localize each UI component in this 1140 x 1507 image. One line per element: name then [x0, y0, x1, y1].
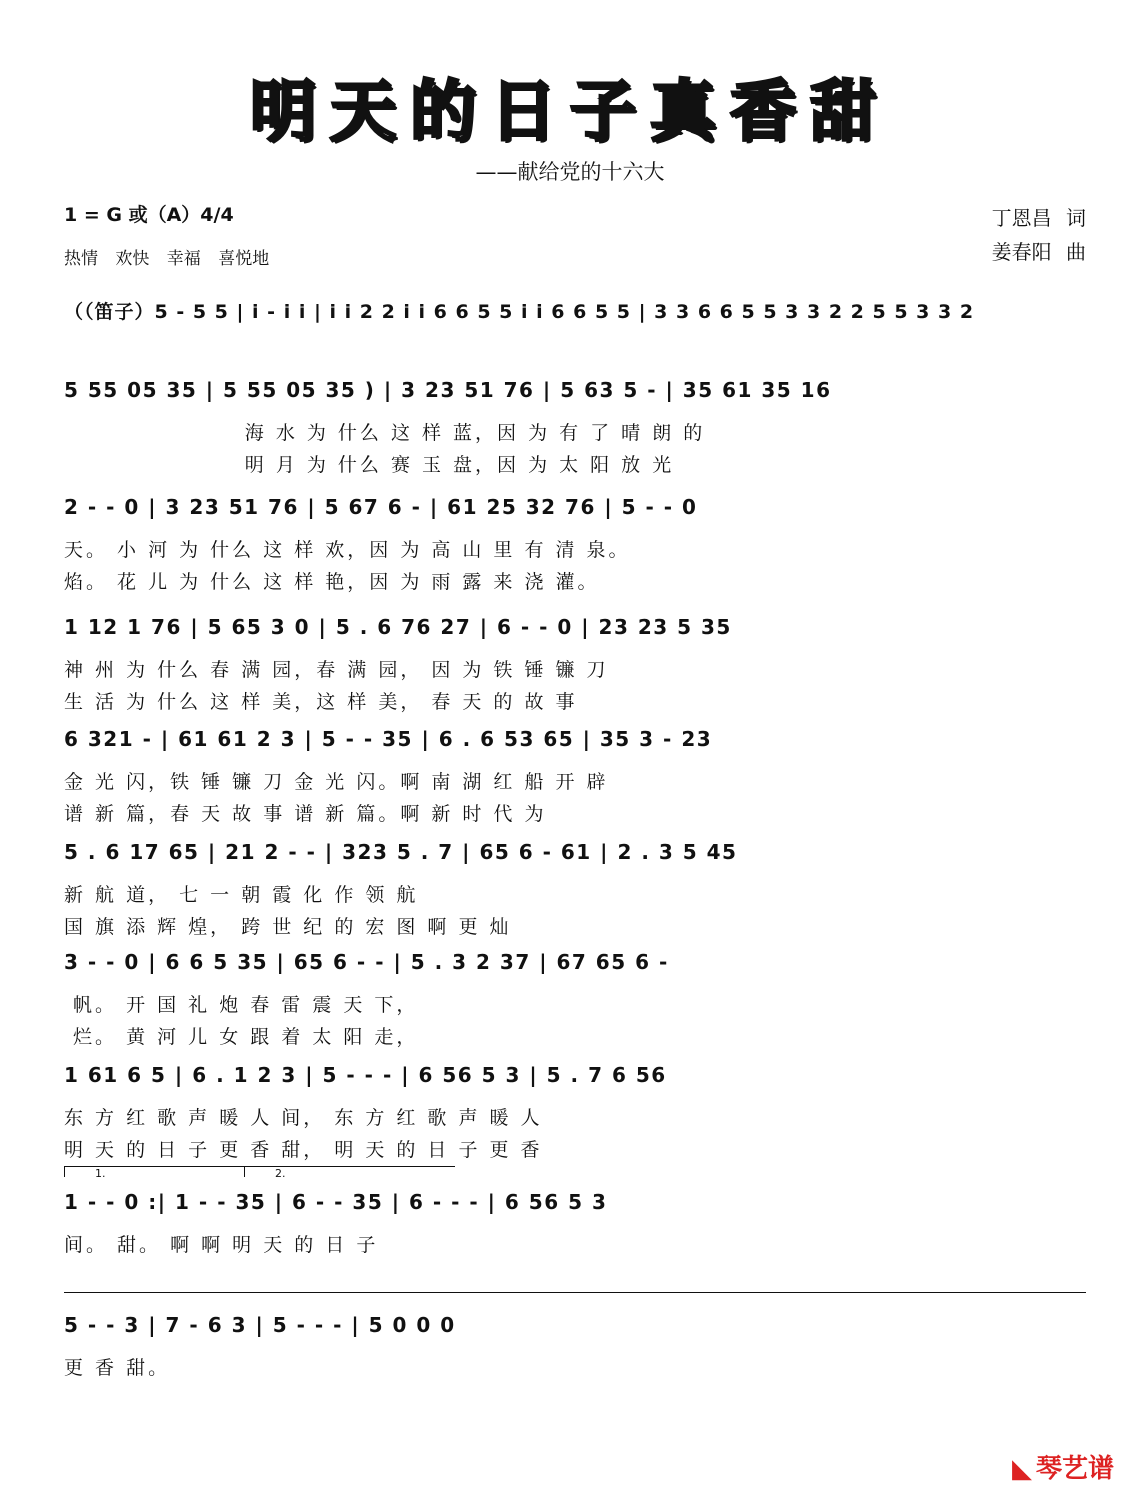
tempo-marking: 热情 欢快 幸福 喜悦地	[64, 249, 270, 269]
lyrics-verse-1: 东 方 红 歌 声 暖 人 间， 东 方 红 歌 声 暖 人	[64, 1107, 543, 1129]
lyrics-verse-1: 更 香 甜。	[64, 1357, 171, 1379]
score-system	[64, 495, 1086, 531]
volta-second: 2.	[244, 1166, 455, 1177]
lyrics-verse-2: 焰。 花 儿 为 什么 这 样 艳，因 为 雨 露 来 浇 灌。	[64, 571, 600, 593]
score-system	[64, 378, 1086, 414]
lyrics-verse-2: 烂。 黄 河 儿 女 跟 着 太 阳 走，	[64, 1026, 419, 1048]
notation-line: 5 . 6 17 65 | 21 2 - - | 323 5 . 7 | 65 6 - 61 | 2 . 3 5 45	[64, 840, 738, 864]
lyricist-credit: 丁恩昌 词	[991, 206, 1086, 230]
lyrics-verse-2: 生 活 为 什么 这 样 美，这 样 美， 春 天 的 故 事	[64, 691, 578, 713]
key-signature: 1 = G 或（A）4/4	[64, 204, 234, 226]
lyrics-verse-1: 帆。 开 国 礼 炮 春 雷 震 天 下，	[64, 994, 419, 1016]
lyrics-verse-2: 国 旗 添 辉 煌， 跨 世 纪 的 宏 图 啊 更 灿	[64, 916, 512, 938]
lyrics-verse-1: 神 州 为 什么 春 满 园，春 满 园， 因 为 铁 锤 镰 刀	[64, 659, 609, 681]
site-logo: ◣ 琴艺谱	[1011, 1454, 1114, 1484]
notation-line: 5 - - 3 | 7 - 6 3 | 5 - - - | 5 0 0 0	[64, 1313, 456, 1337]
lyrics-verse-1: 海 水 为 什么 这 样 蓝，因 为 有 了 晴 朗 的	[64, 422, 706, 444]
notation-line: 3 - - 0 | 6 6 5 35 | 65 6 - - | 5 . 3 2 37 | 67 65 6 -	[64, 950, 669, 974]
notation-line: 6 321 - | 61 61 2 3 | 5 - - 35 | 6 . 6 53 65 | 35 3 - 23	[64, 727, 713, 751]
intro-line: （（笛子）5 - 5 5 | i - i i | i i 2 2 i i 6 6 5 5 i i 6 6 5 5 | 3 3 6 6 5 5 3 3 2 2 5 5 3 3 2	[64, 301, 975, 323]
score-system	[64, 950, 1086, 986]
notation-line: 1 61 6 5 | 6 . 1 2 3 | 5 - - - | 6 56 5 3 | 5 . 7 6 56	[64, 1063, 667, 1087]
score-system	[64, 840, 1086, 876]
notation-line: 1 12 1 76 | 5 65 3 0 | 5 . 6 76 27 | 6 - - 0 | 23 23 5 35	[64, 615, 732, 639]
lyrics-verse-1: 金 光 闪，铁 锤 镰 刀 金 光 闪。啊 南 湖 红 船 开 辟	[64, 771, 609, 793]
notation-line: 2 - - 0 | 3 23 51 76 | 5 67 6 - | 61 25 32 76 | 5 - - 0	[64, 495, 698, 519]
score-system	[64, 1063, 1086, 1099]
logo-icon: ◣	[1011, 1454, 1032, 1484]
page-subtitle: ——献给党的十六大	[475, 160, 665, 184]
score-system	[64, 1313, 1086, 1349]
lyrics-verse-1: 天。 小 河 为 什么 这 样 欢，因 为 高 山 里 有 清 泉。	[64, 539, 631, 561]
lyrics-verse-2: 明 天 的 日 子 更 香 甜， 明 天 的 日 子 更 香	[64, 1139, 543, 1161]
lyrics-verse-2: 明 月 为 什么 赛 玉 盘，因 为 太 阳 放 光	[64, 454, 675, 476]
composer-credit: 姜春阳 曲	[991, 240, 1086, 264]
lyrics-verse-1: 新 航 道， 七 一 朝 霞 化 作 领 航	[64, 884, 419, 906]
lyrics-verse-2: 谱 新 篇，春 天 故 事 谱 新 篇。啊 新 时 代 为	[64, 803, 547, 825]
notation-line: 5 55 05 35 | 5 55 05 35 ) | 3 23 51 76 | 5 63 5 - | 35 61 35 16	[64, 378, 832, 402]
score-system	[64, 727, 1086, 763]
notation-line: 1 - - 0 :| 1 - - 35 | 6 - - 35 | 6 - - - | 6 56 5 3	[64, 1190, 608, 1214]
score-system	[64, 615, 1086, 651]
score-system	[64, 1190, 1086, 1226]
lyrics-verse-1: 间。 甜。 啊 啊 明 天 的 日 子	[64, 1234, 379, 1256]
page-title: 明天的日子真香甜	[250, 72, 890, 150]
end-line	[64, 1292, 1086, 1293]
volta-first: 1.	[64, 1166, 265, 1177]
